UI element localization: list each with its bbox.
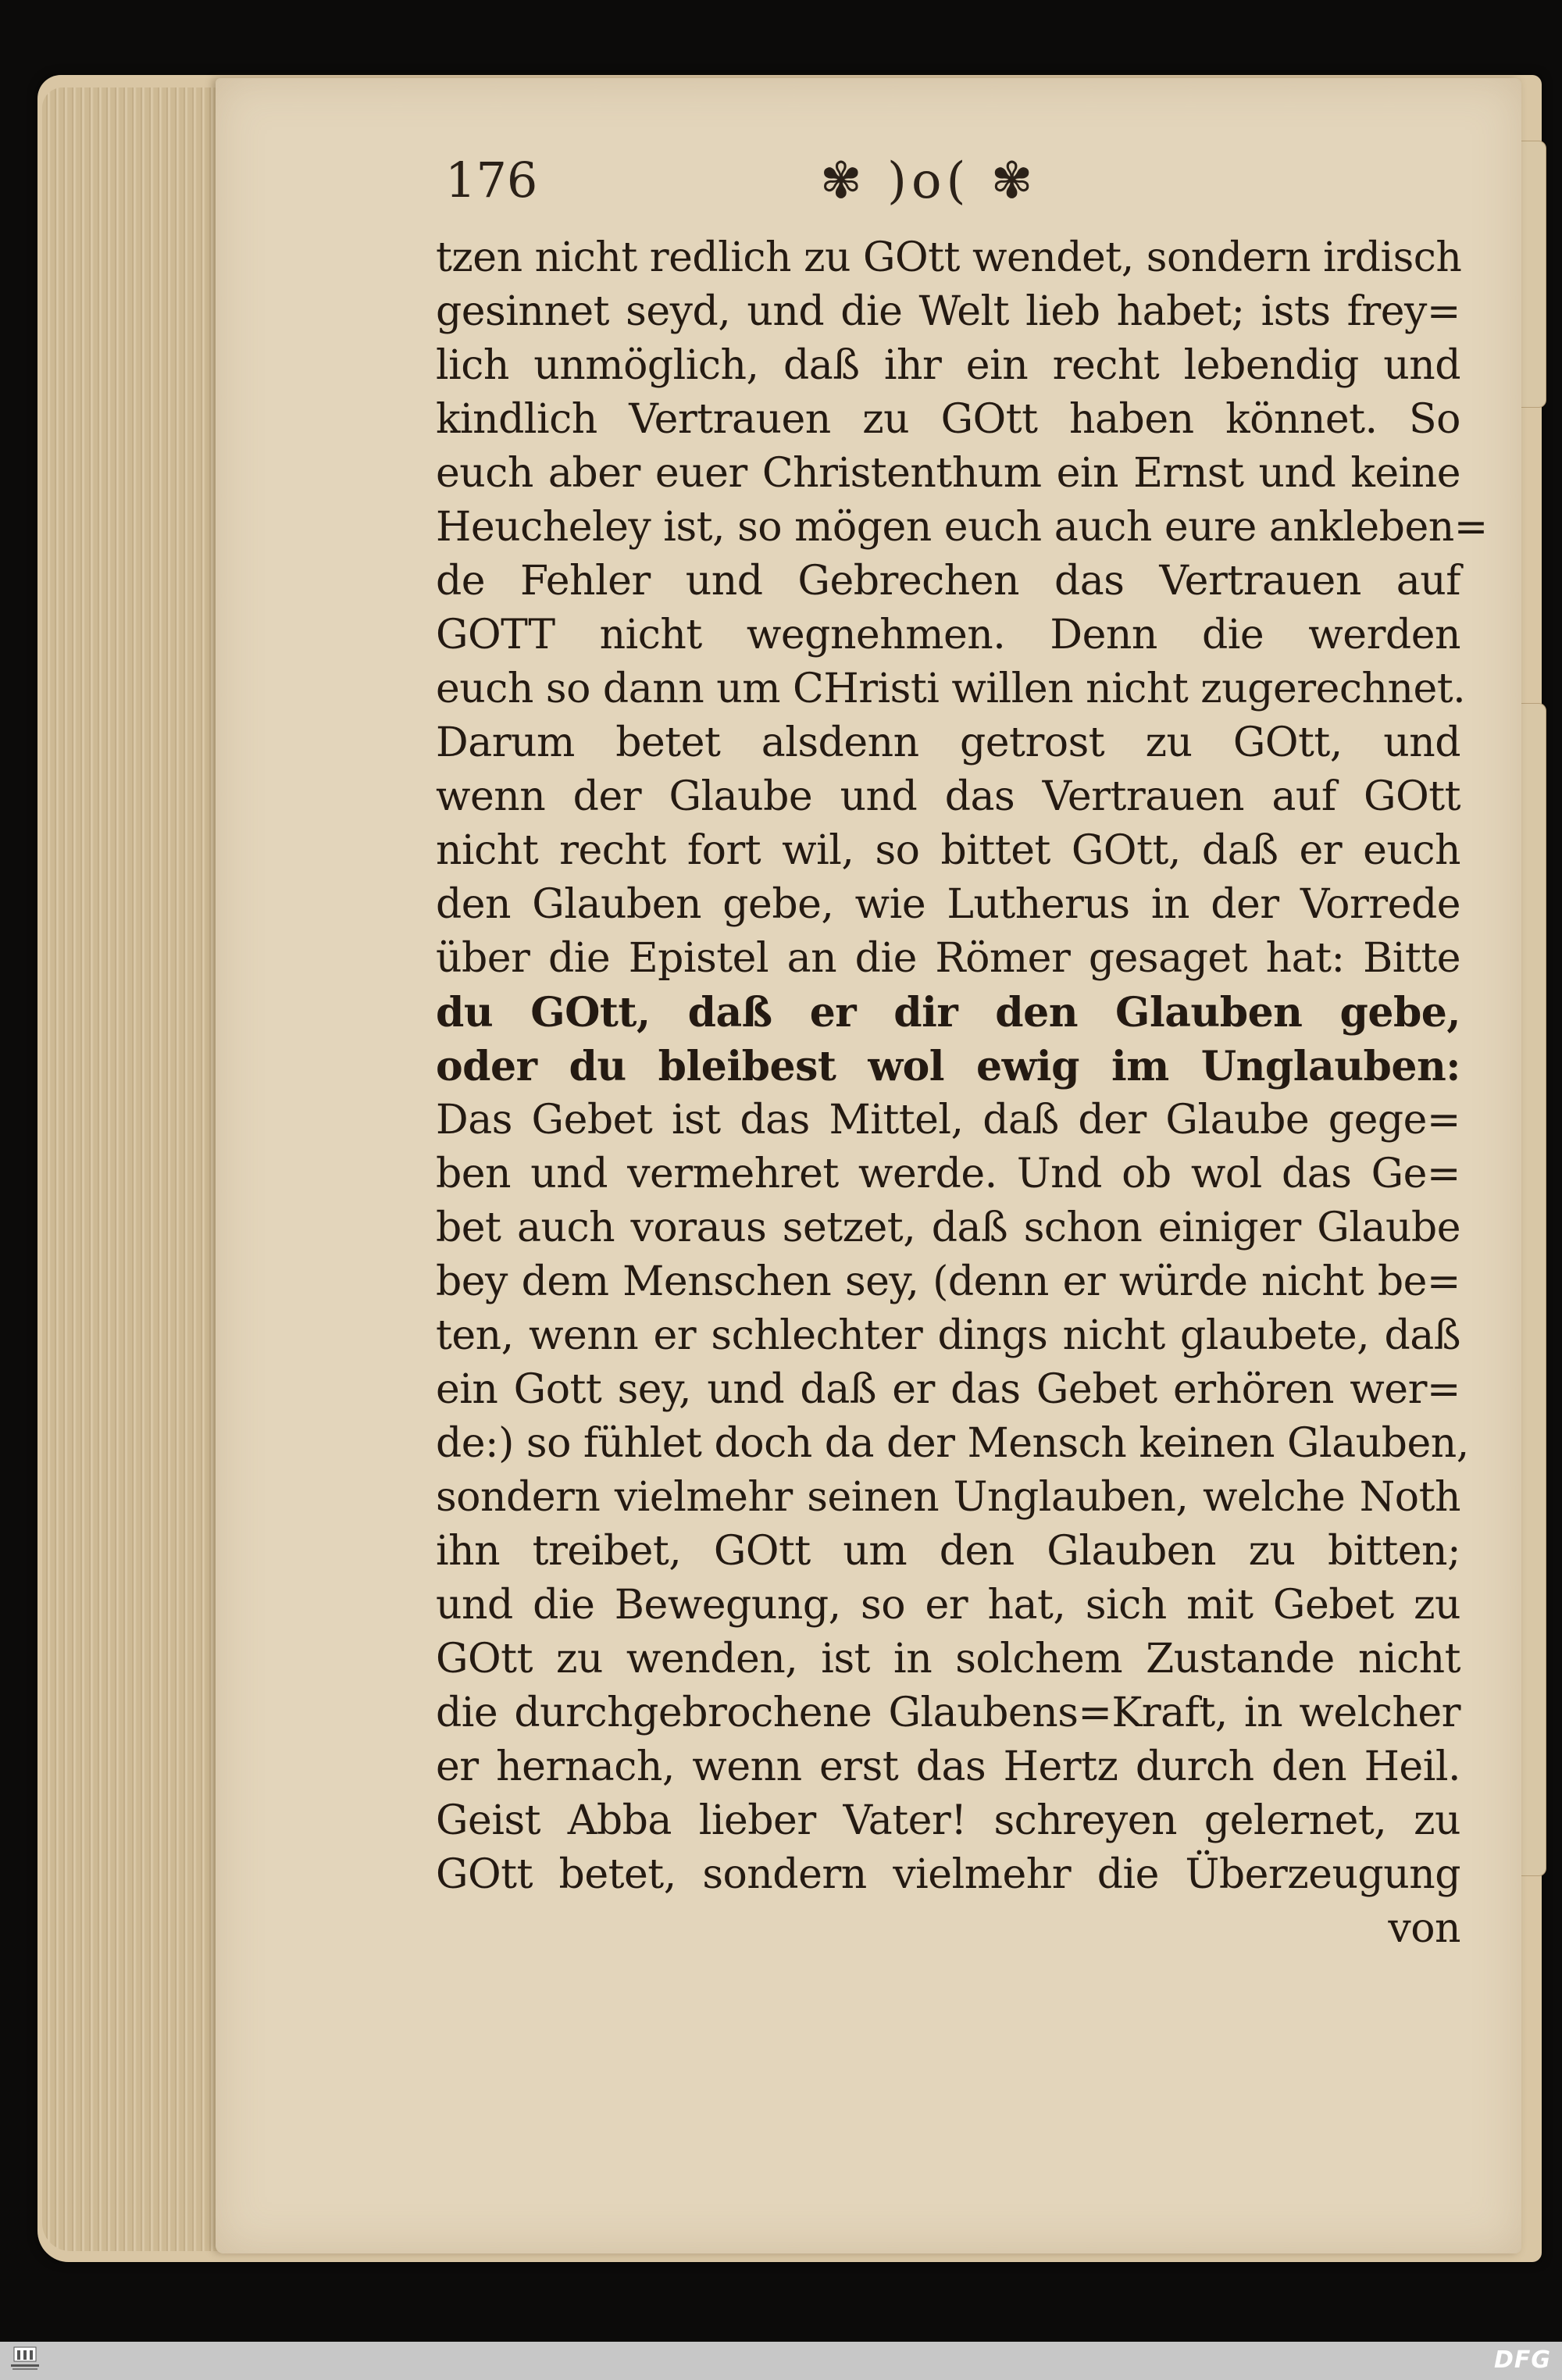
text-line: kindlich Vertrauen zu GOtt haben könnet. So bbox=[436, 396, 1460, 443]
text-line: tzen nicht redlich zu GOtt wendet, sondern irdisch bbox=[436, 234, 1462, 281]
page-edges bbox=[42, 87, 230, 2251]
text-line: die durchgebrochene Glaubens=Kraft, in welcher bbox=[436, 1690, 1460, 1736]
dfg-logo: DFG bbox=[1493, 2346, 1551, 2374]
page-header bbox=[445, 152, 1484, 219]
text-line: bet auch voraus setzet, daß schon einiger Glaube bbox=[436, 1204, 1460, 1251]
text-line: gesinnet seyd, und die Welt lieb habet; ists frey= bbox=[436, 288, 1460, 335]
text-line: er hernach, wenn erst das Hertz durch den Heil. bbox=[436, 1743, 1460, 1790]
text-line: GOtt betet, sondern vielmehr die Überzeugung bbox=[436, 1851, 1460, 1898]
text-line: de:) so fühlet doch da der Mensch keinen Glauben, bbox=[436, 1420, 1469, 1467]
text-line: Geist Abba lieber Vater! schreyen gelernet, zu bbox=[436, 1797, 1460, 1844]
text-line: und die Bewegung, so er hat, sich mit Gebet zu bbox=[436, 1582, 1460, 1629]
text-line-emphasis: oder du bleibest wol ewig im Unglauben: bbox=[436, 1043, 1460, 1090]
text-line: den Glauben gebe, wie Lutherus in der Vorrede bbox=[436, 881, 1460, 928]
text-line-emphasis: du GOtt, daß er dir den Glauben gebe, bbox=[436, 989, 1460, 1037]
page-number: 176 bbox=[445, 152, 538, 209]
text-line: euch so dann um CHristi willen nicht zugerechnet. bbox=[436, 665, 1466, 712]
catchword: von bbox=[1388, 1905, 1460, 1952]
text-line: ben und vermehret werde. Und ob wol das Ge= bbox=[436, 1151, 1460, 1197]
text-line: nicht recht fort wil, so bittet GOtt, daß er euch bbox=[436, 827, 1460, 874]
body-text bbox=[436, 231, 1488, 1956]
header-ornament: ✾ )o( ✾ bbox=[820, 152, 1038, 210]
text-line: über die Epistel an die Römer gesaget hat: Bitte bbox=[436, 935, 1460, 982]
library-logo-icon bbox=[8, 2344, 42, 2375]
viewer-bottom-bar bbox=[0, 2342, 1562, 2380]
text-line: GOTT nicht wegnehmen. Denn die werden bbox=[436, 612, 1460, 658]
text-line: ein Gott sey, und daß er das Gebet erhören wer= bbox=[436, 1366, 1460, 1413]
text-line: lich unmöglich, daß ihr ein recht lebendig und bbox=[436, 342, 1460, 389]
text-line: Heucheley ist, so mögen euch auch eure ankleben= bbox=[436, 504, 1488, 551]
text-line: bey dem Menschen sey, (denn er würde nicht be= bbox=[436, 1258, 1460, 1305]
text-line: de Fehler und Gebrechen das Vertrauen auf bbox=[436, 558, 1460, 605]
text-line: Darum betet alsdenn getrost zu GOtt, und bbox=[436, 719, 1460, 766]
text-line: sondern vielmehr seinen Unglauben, welche Noth bbox=[436, 1474, 1460, 1521]
text-line: wenn der Glaube und das Vertrauen auf GOtt bbox=[436, 773, 1460, 820]
text-line: ten, wenn er schlechter dings nicht glaubete, daß bbox=[436, 1312, 1460, 1359]
text-line: GOtt zu wenden, ist in solchem Zustande nicht bbox=[436, 1636, 1460, 1682]
text-line: euch aber euer Christenthum ein Ernst und keine bbox=[436, 450, 1460, 497]
text-line: Das Gebet ist das Mittel, daß der Glaube gege= bbox=[436, 1097, 1460, 1144]
text-line: ihn treibet, GOtt um den Glauben zu bitten; bbox=[436, 1528, 1460, 1575]
